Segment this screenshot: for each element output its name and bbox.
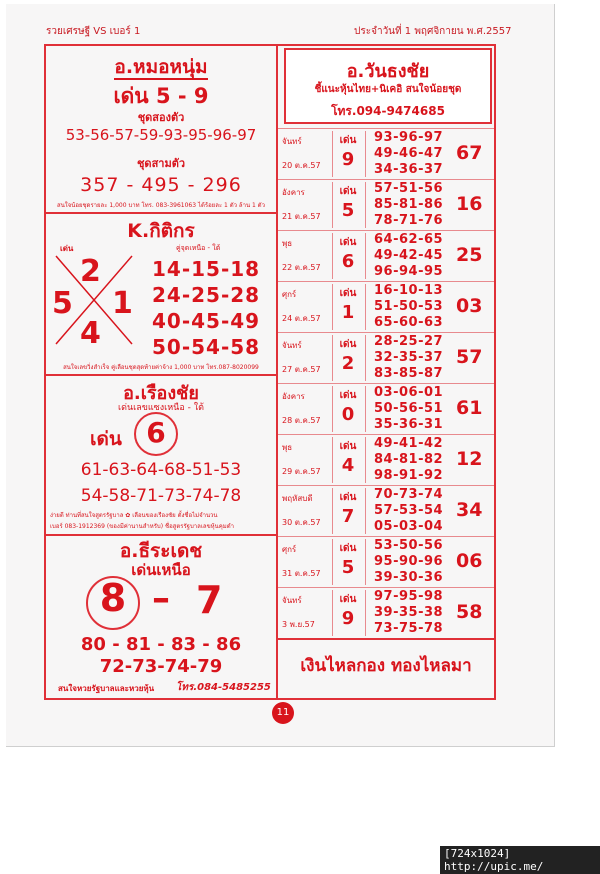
s4-row2: 72-73-74-79 <box>99 656 223 677</box>
row-lead-num: 9 <box>341 149 355 170</box>
s4-phone: โทร.084-5485255 <box>176 682 271 693</box>
row-triple: 53-50-56 <box>374 538 444 553</box>
row-lead-label: เด่น <box>339 288 357 299</box>
row-triple: 34-36-37 <box>374 162 444 177</box>
header-left: รวยเศรษฐี VS เบอร์ 1 <box>46 26 141 37</box>
row-triple: 70-73-74 <box>374 487 444 502</box>
row-triple: 78-71-76 <box>374 213 444 228</box>
row-triple: 50-56-51 <box>374 401 444 416</box>
row-triple: 57-51-56 <box>374 181 444 196</box>
table-row <box>278 281 494 333</box>
row-triple: 93-96-97 <box>374 130 444 145</box>
row-pair: 67 <box>456 142 483 164</box>
s3-lead-num: 6 <box>146 416 166 449</box>
table-row <box>278 230 494 282</box>
table-row <box>278 434 494 486</box>
row-lead-num: 5 <box>341 200 355 221</box>
s2-n-left: 5 <box>52 286 73 321</box>
row-date: 28 ต.ค.57 <box>282 416 321 425</box>
row-pair: 34 <box>456 499 483 521</box>
s2-row: 24-25-28 <box>152 283 261 307</box>
row-pair: 58 <box>456 601 483 623</box>
row-lead-label: เด่น <box>339 237 357 248</box>
row-triple: 95-90-96 <box>374 554 444 569</box>
row-day: อังคาร <box>282 188 305 197</box>
row-date: 22 ต.ค.57 <box>282 263 321 272</box>
row-lead-num: 5 <box>341 557 355 578</box>
row-lead-num: 0 <box>341 404 355 425</box>
row-lead-label: เด่น <box>339 441 357 452</box>
row-lead-label: เด่น <box>339 186 357 197</box>
s2-lead-label: เด่น <box>60 244 74 253</box>
s4-n1: 8 <box>99 576 127 620</box>
right-footer: เงินไหลกอง ทองไหลมา <box>300 656 472 676</box>
s3-lead-label: เด่น <box>90 428 122 450</box>
row-pair: 12 <box>456 448 483 470</box>
s2-title: K.กิติกร <box>127 220 195 242</box>
row-pair: 57 <box>456 346 483 368</box>
row-triple: 83-85-87 <box>374 366 444 381</box>
s2-rows <box>152 256 260 360</box>
row-triple: 98-91-92 <box>374 468 444 483</box>
row-day: พฤหัสบดี <box>282 494 313 503</box>
row-lead-num: 7 <box>341 506 355 527</box>
row-triple: 28-25-27 <box>374 334 444 349</box>
row-lead-label: เด่น <box>339 543 357 554</box>
row-date: 30 ต.ค.57 <box>282 518 321 527</box>
row-pair: 03 <box>456 295 483 317</box>
row-lead-label: เด่น <box>339 594 357 605</box>
s2-pair-label: คู่จุดเหนือ - ใต้ <box>176 244 221 252</box>
s3-sub: เด่นเลขแซงเหนือ - ใต้ <box>118 403 204 413</box>
row-lead-label: เด่น <box>339 492 357 503</box>
row-date: 29 ต.ค.57 <box>282 467 321 476</box>
s1-three-label: ชุดสามตัว <box>136 157 186 170</box>
table-row <box>278 383 494 435</box>
row-triple: 57-53-54 <box>374 503 444 518</box>
right-subtitle: ชี้แนะหุ้นไทย+นิเคอิ สนใจน้อยชุด <box>314 84 462 95</box>
row-day: จันทร์ <box>282 596 302 605</box>
row-lead-num: 9 <box>341 608 355 629</box>
table-row <box>278 128 494 180</box>
row-triple: 49-46-47 <box>374 146 444 161</box>
s3-title: อ.เรืองชัย <box>123 383 199 404</box>
s2-note: สนใจเลขวิ่งสำเร็จ คู่เลือนชุดสุดท้ายค่าจ้าง 1,000 บาท โทร.087-8020099 <box>63 364 259 371</box>
s4-dash: – <box>152 578 170 619</box>
s2-n-top: 2 <box>80 254 101 289</box>
s1-lead: เด่น 5 - 9 <box>113 84 209 108</box>
s4-row1: 80 - 81 - 83 - 86 <box>80 634 242 655</box>
row-triple: 84-81-82 <box>374 452 444 467</box>
row-date: 21 ต.ค.57 <box>282 212 321 221</box>
row-lead-label: เด่น <box>339 135 357 146</box>
row-lead-num: 2 <box>341 353 355 374</box>
row-day: พุธ <box>282 239 293 248</box>
row-date: 20 ต.ค.57 <box>282 161 321 170</box>
s3-row2: 54-58-71-73-74-78 <box>80 486 242 506</box>
row-pair: 25 <box>456 244 483 266</box>
row-triple: 96-94-95 <box>374 264 444 279</box>
row-lead-num: 1 <box>341 302 355 323</box>
row-lead-label: เด่น <box>339 390 357 401</box>
row-triple: 05-03-04 <box>374 519 444 534</box>
row-triple: 85-81-86 <box>374 197 444 212</box>
row-pair: 16 <box>456 193 483 215</box>
s3-row1: 61-63-64-68-51-53 <box>80 460 242 480</box>
s4-n2: 7 <box>196 578 223 622</box>
row-triple: 51-50-53 <box>374 299 444 314</box>
s1-two-label: ชุดสองตัว <box>137 111 185 124</box>
s2-n-bottom: 4 <box>80 316 101 351</box>
row-day: อังคาร <box>282 392 305 401</box>
s1-divider <box>44 212 276 214</box>
table-row <box>278 179 494 231</box>
s2-row: 50-54-58 <box>152 335 261 359</box>
s4-lead-label: เด่นเหนือ <box>131 561 191 579</box>
row-date: 27 ต.ค.57 <box>282 365 321 374</box>
row-pair: 61 <box>456 397 483 419</box>
table-row <box>278 332 494 384</box>
s4-title: อ.ธีระเดช <box>119 540 203 562</box>
s1-three: 357 - 495 - 296 <box>80 174 242 196</box>
row-triple: 64-62-65 <box>374 232 444 247</box>
row-date: 3 พ.ย.57 <box>282 620 315 629</box>
row-triple: 39-30-36 <box>374 570 444 585</box>
row-triple: 32-35-37 <box>374 350 444 365</box>
s2-row: 40-45-49 <box>152 309 261 333</box>
s4-note: สนใจหวยรัฐบาลและหวยหุ้น <box>58 684 155 693</box>
table-row <box>278 587 494 639</box>
row-triple: 97-95-98 <box>374 589 444 604</box>
footer-divider <box>278 638 494 640</box>
row-triple: 49-42-45 <box>374 248 444 263</box>
row-date: 24 ต.ค.57 <box>282 314 321 323</box>
row-triple: 03-06-01 <box>374 385 444 400</box>
s3-note2: เบอร์ 083-1912369 (ของมีค่านานสำหรับ) ชื่อสูตรรัฐบาลเลขหุ้นคุมดำ <box>50 523 234 530</box>
s1-two: 53-56-57-59-93-95-96-97 <box>65 126 257 144</box>
header-right: ประจำวันที่ 1 พฤศจิกายน พ.ศ.2557 <box>354 26 512 37</box>
s2-n-right: 1 <box>112 286 133 321</box>
row-triple: 16-10-13 <box>374 283 444 298</box>
watermark: [724x1024] http://upic.me/ <box>440 846 600 874</box>
row-lead-label: เด่น <box>339 339 357 350</box>
row-day: จันทร์ <box>282 137 302 146</box>
row-triple: 73-75-78 <box>374 621 444 636</box>
row-triple: 49-41-42 <box>374 436 444 451</box>
s3-note1: ง่ายดี ท่านที่สนใจสูตรรัฐบาล ✿ เลือนของเรืองชัย ตั้งชื่อไม่จำนวน <box>50 512 218 519</box>
row-triple: 35-36-31 <box>374 417 444 432</box>
row-lead-num: 4 <box>341 455 355 476</box>
s1-title: อ.หมอหนุ่ม <box>114 56 208 78</box>
row-date: 31 ต.ค.57 <box>282 569 321 578</box>
row-day: พุธ <box>282 443 293 452</box>
right-title: อ.วันธงชัย <box>346 61 430 82</box>
row-pair: 06 <box>456 550 483 572</box>
row-day: ศุกร์ <box>282 545 297 554</box>
s2-row: 14-15-18 <box>152 257 261 281</box>
s2-divider <box>44 374 276 376</box>
row-lead-num: 6 <box>341 251 355 272</box>
row-triple: 39-35-38 <box>374 605 444 620</box>
s1-note: สนใจน้อยชุดรายละ 1,000 บาท โทร. 083-3961063 ได้ร้อยละ 1 ตัว ล้าน 1 ตัว <box>57 202 265 209</box>
table-row <box>278 485 494 537</box>
table-row <box>278 536 494 588</box>
row-day: จันทร์ <box>282 341 302 350</box>
right-phone: โทร.094-9474685 <box>331 104 445 118</box>
row-day: ศุกร์ <box>282 290 297 299</box>
page-number: 11 <box>272 702 294 724</box>
row-triple: 65-60-63 <box>374 315 444 330</box>
